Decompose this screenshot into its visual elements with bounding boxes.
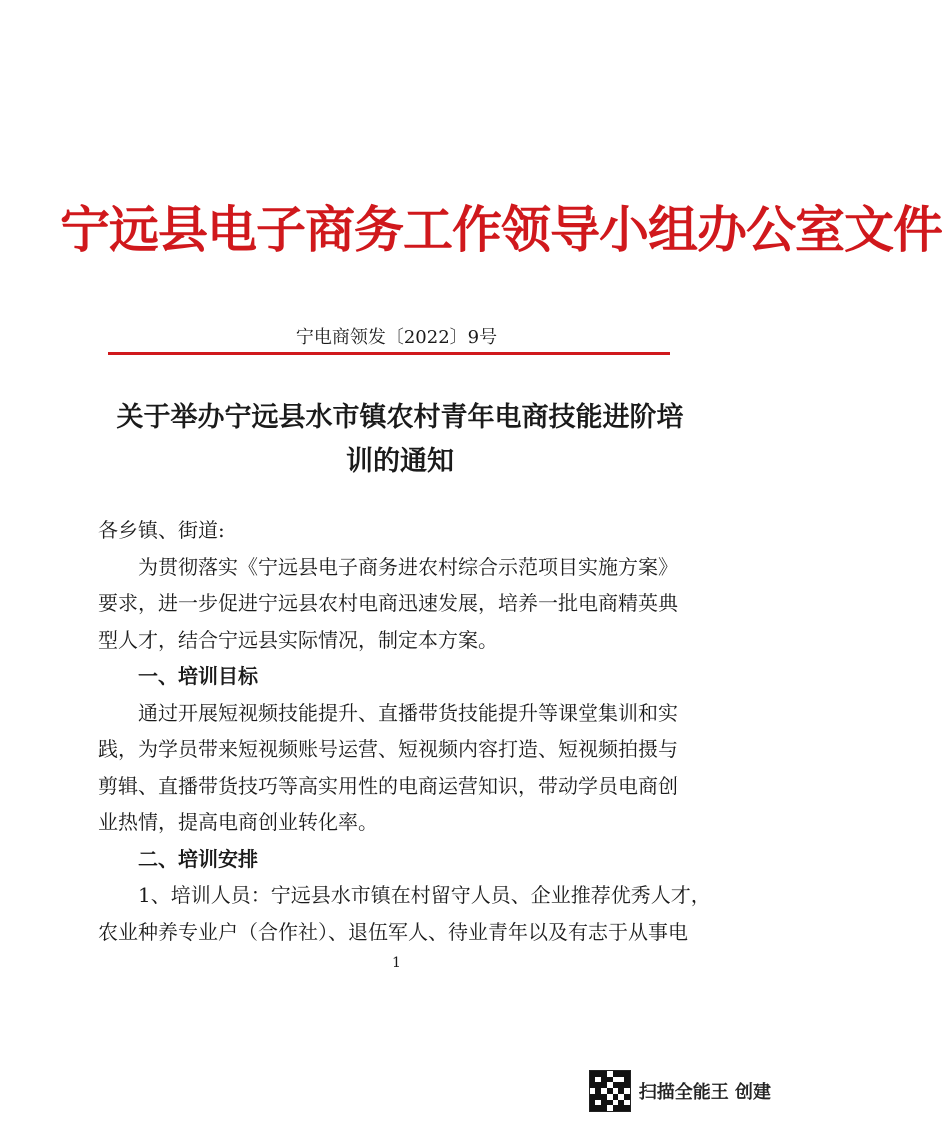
paragraph-line: 农业种养专业户（合作社）、退伍军人、待业青年以及有志于从事电 <box>98 919 688 944</box>
paragraph-line: 为贯彻落实《宁远县电子商务进农村综合示范项目实施方案》 <box>138 554 678 579</box>
scanner-watermark <box>589 1070 771 1112</box>
paragraph-line: 业热情，提高电商创业转化率。 <box>98 810 378 834</box>
section-heading-training-goal: 一、培训目标 <box>138 664 258 688</box>
paragraph-line: 要求，进一步促进宁远县农村电商迅速发展，培养一批电商精英典 <box>98 591 678 615</box>
salutation: 各乡镇、街道: <box>98 518 225 542</box>
page-number: 1 <box>392 955 401 971</box>
paragraph-line: 通过开展短视频技能提升、直播带货技能提升等课堂集训和实 <box>138 700 678 725</box>
paragraph-line: 践，为学员带来短视频账号运营、短视频内容打造、短视频拍摄与 <box>98 737 678 761</box>
section-heading-training-arrangement: 二、培训安排 <box>138 846 258 871</box>
masthead-title: 宁远县电子商务工作领导小组办公室文件 <box>60 200 942 259</box>
watermark-text: 扫描全能王 创建 <box>638 1082 771 1103</box>
document-number: 宁电商领发〔2022〕9号 <box>295 327 498 348</box>
red-separator-line <box>108 352 670 355</box>
paragraph-line: 剪辑、直播带货技巧等高实用性的电商运营知识，带动学员电商创 <box>98 773 678 798</box>
body-text <box>98 512 711 950</box>
paragraph-line: 1、培训人员：宁远县水市镇在村留守人员、企业推荐优秀人才， <box>138 883 711 907</box>
qr-code-icon <box>589 1070 631 1112</box>
notice-title <box>95 396 705 484</box>
paragraph-line: 型人才，结合宁远县实际情况，制定本方案。 <box>98 627 498 652</box>
notice-title-line-1: 关于举办宁远县水市镇农村青年电商技能进阶培 <box>116 402 684 433</box>
notice-title-line-2: 训的通知 <box>346 446 454 477</box>
